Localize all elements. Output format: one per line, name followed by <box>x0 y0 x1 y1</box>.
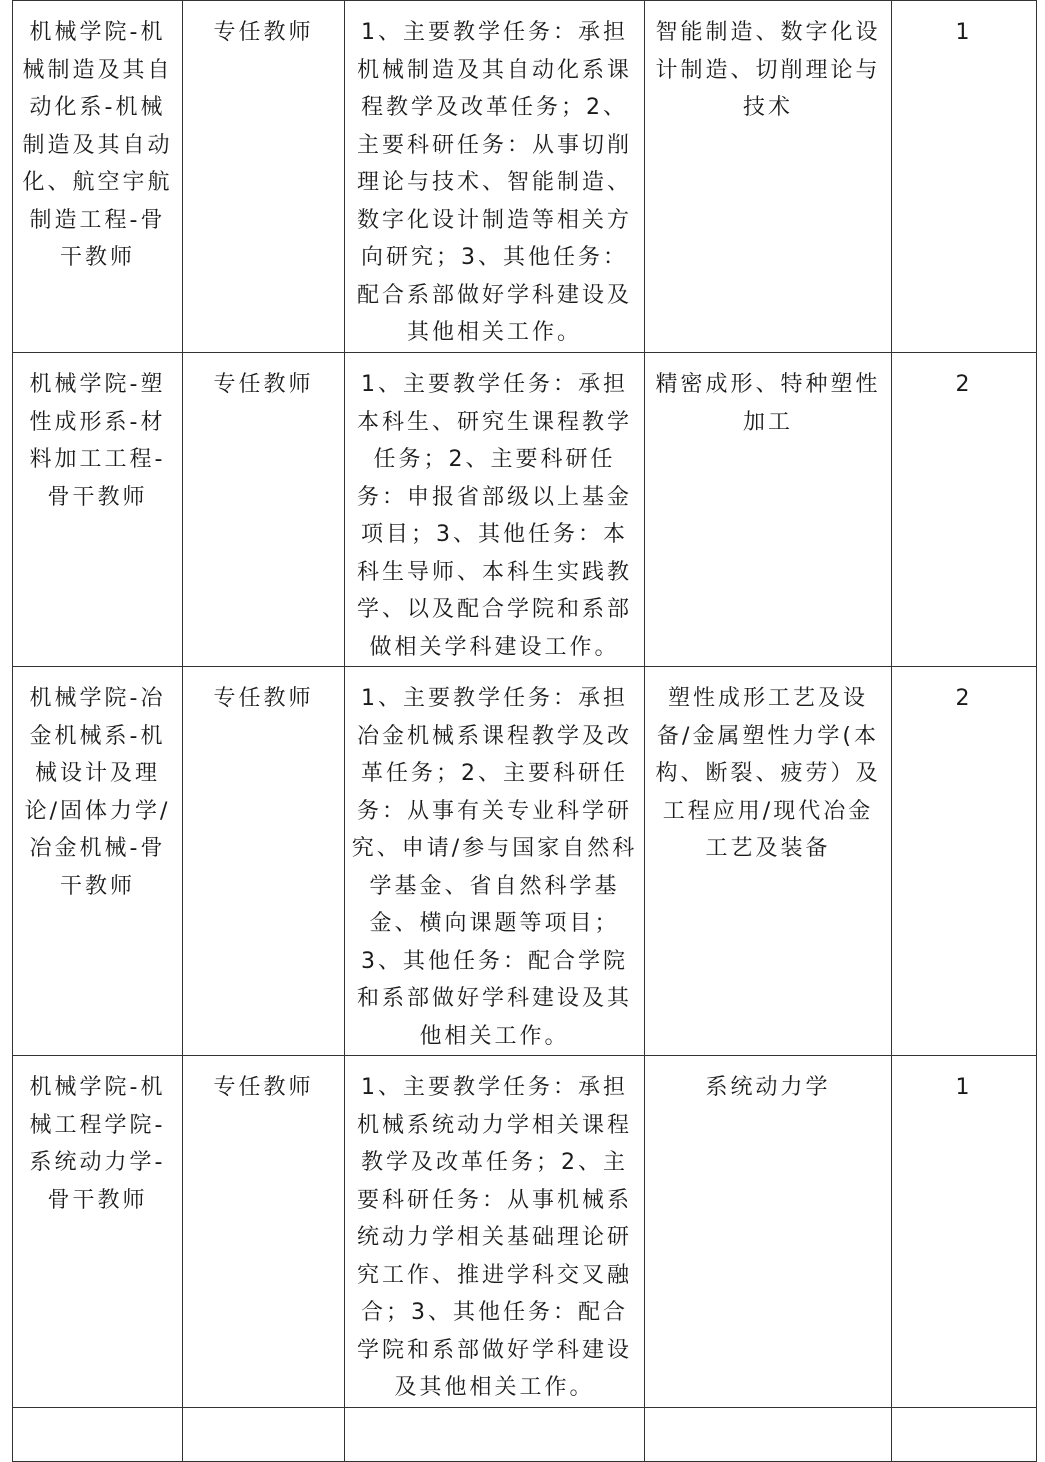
position-type-cell: 专任教师 <box>183 667 345 1056</box>
empty-cell <box>183 1407 345 1461</box>
position-name-cell: 机械学院-冶金机械系-机械设计及理论/固体力学/冶金机械-骨干教师 <box>13 667 183 1056</box>
empty-cell <box>645 1407 892 1461</box>
headcount-cell: 1 <box>892 1056 1037 1408</box>
position-name-cell: 机械学院-机械工程学院-系统动力学-骨干教师 <box>13 1056 183 1408</box>
empty-cell <box>892 1407 1037 1461</box>
position-name-cell: 机械学院-机械制造及其自动化系-机械制造及其自动化、航空宇航制造工程-骨干教师 <box>13 1 183 353</box>
headcount-cell: 2 <box>892 667 1037 1056</box>
table-row <box>13 1 1037 353</box>
headcount-cell: 1 <box>892 1 1037 353</box>
position-type-cell: 专任教师 <box>183 1 345 353</box>
position-type-cell: 专任教师 <box>183 353 345 667</box>
research-field-cell: 系统动力学 <box>645 1056 892 1408</box>
research-field-cell: 智能制造、数字化设计制造、切削理论与技术 <box>645 1 892 353</box>
position-type-cell: 专任教师 <box>183 1056 345 1408</box>
duties-cell: 1、主要教学任务：承担冶金机械系课程教学及改革任务；2、主要科研任务：从事有关专业科学研究、申请/参与国家自然科学基金、省自然科学基金、横向课题等项目；3、其他任务：配合学院和系部做好学科建设及其他相关工作。 <box>345 667 645 1056</box>
research-field-cell: 塑性成形工艺及设备/金属塑性力学(本构、断裂、疲劳）及工程应用/现代冶金工艺及装备 <box>645 667 892 1056</box>
positions-table <box>12 0 1037 1462</box>
empty-cell <box>345 1407 645 1461</box>
table-row-partial <box>13 1407 1037 1461</box>
duties-cell: 1、主要教学任务：承担本科生、研究生课程教学任务；2、主要科研任务：申报省部级以上基金项目；3、其他任务：本科生导师、本科生实践教学、以及配合学院和系部做相关学科建设工作。 <box>345 353 645 667</box>
table-row <box>13 667 1037 1056</box>
duties-cell: 1、主要教学任务：承担机械系统动力学相关课程教学及改革任务；2、主要科研任务：从事机械系统动力学相关基础理论研究工作、推进学科交叉融合；3、其他任务：配合学院和系部做好学科建设及其他相关工作。 <box>345 1056 645 1408</box>
position-name-cell: 机械学院-塑性成形系-材料加工工程-骨干教师 <box>13 353 183 667</box>
research-field-cell: 精密成形、特种塑性加工 <box>645 353 892 667</box>
table-row <box>13 353 1037 667</box>
table-row <box>13 1056 1037 1408</box>
headcount-cell: 2 <box>892 353 1037 667</box>
empty-cell <box>13 1407 183 1461</box>
duties-cell: 1、主要教学任务：承担机械制造及其自动化系课程教学及改革任务；2、主要科研任务：从事切削理论与技术、智能制造、数字化设计制造等相关方向研究；3、其他任务：配合系部做好学科建设及其他相关工作。 <box>345 1 645 353</box>
